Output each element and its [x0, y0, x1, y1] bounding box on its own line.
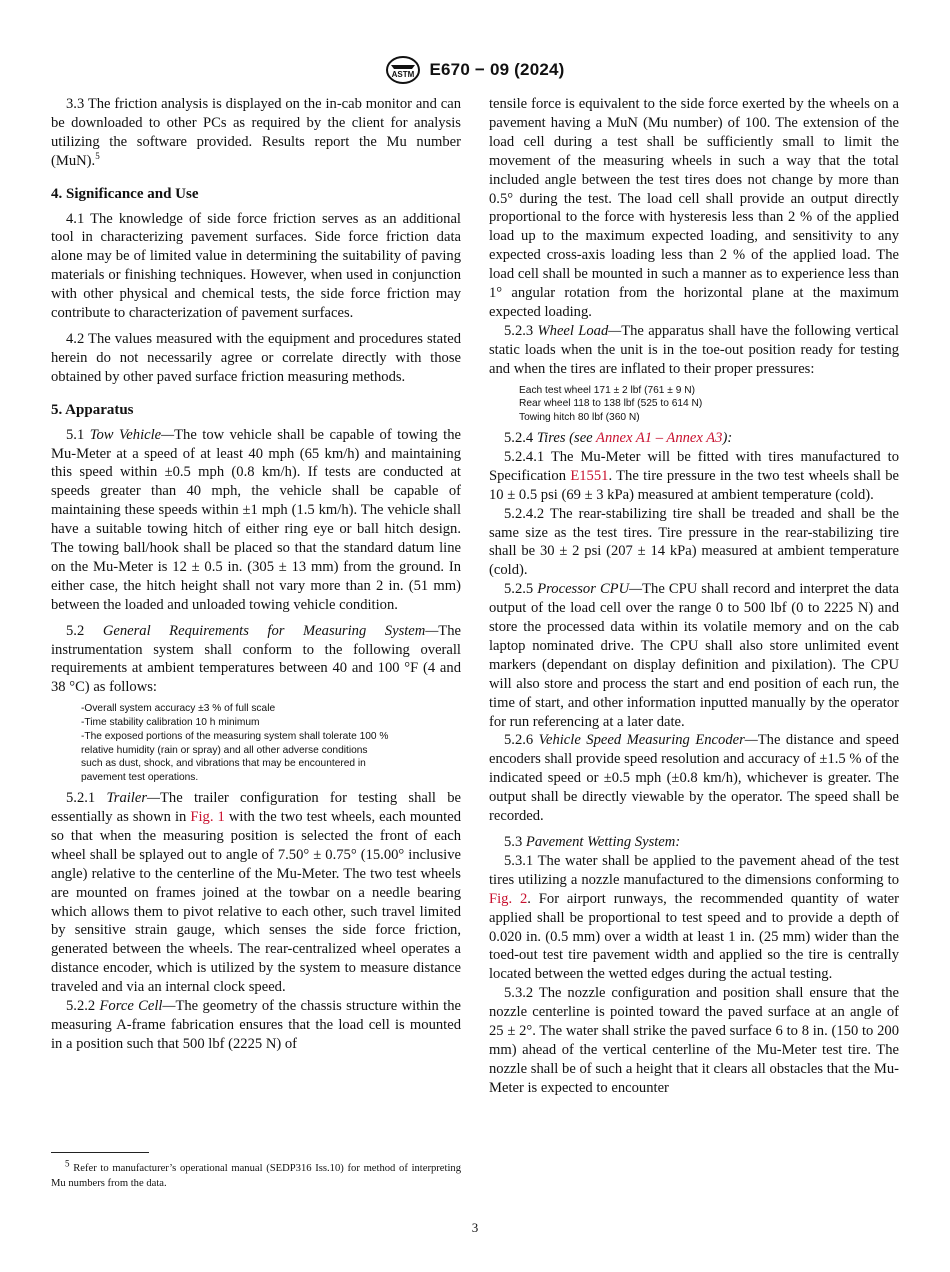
- paragraph-4-1: 4.1 The knowledge of side force friction serves as an additional tool in characterizing pavement surfaces. Side force friction data alone may be of limited value in determining the suitability of paving materials or finishing techniques. However, when used in conjunction with other physical and chemical tests, the side force friction may contribute to characterization of pavement surfaces.: [51, 210, 461, 322]
- paragraph-5-3: 5.3 Pavement Wetting System:: [504, 834, 681, 851]
- paragraph-4-2: 4.2 The values measured with the equipment and procedures stated herein do not necessarily agree or correlate directly with those obtained by other paved surface friction measuring methods.: [51, 330, 461, 385]
- fig-1-link[interactable]: Fig. 1: [190, 808, 225, 825]
- requirement-line: -The exposed portions of the measuring system shall tolerate 100 %: [81, 730, 389, 742]
- load-line: Towing hitch 80 lbf (360 N): [519, 412, 640, 424]
- right-column: [489, 95, 899, 1098]
- footnote-divider: [51, 1152, 149, 1153]
- load-line: Rear wheel 118 to 138 lbf (525 to 614 N): [519, 398, 703, 410]
- e1551-link[interactable]: E1551: [570, 467, 609, 484]
- load-line: Each test wheel 171 ± 2 lbf (761 ± 9 N): [519, 384, 695, 396]
- paragraph-5-1: 5.1 Tow Vehicle—The tow vehicle shall be capable of towing the Mu-Meter at a speed of at least 40 mph (65 km/h) and maintaining this speed within ±0.5 mph (0.8 km/h). If tests are conducted at speeds greater than 40 mph, the vehicle shall be capable of maintaining these speeds within ±1 mph (1.5 km/h). The vehicle shall have a suitable towing hitch of either ring eye or ball hitch design. The towing ball/hook shall be placed so that the standard datum line on the Mu-Meter is 12 ± 0.5 in. (305 ± 13 mm) from the ground. In either case, the hitch height shall not vary more than 2 in. (51 mm) between the loaded and unloaded towing vehicle condition.: [51, 426, 461, 613]
- paragraph-5-2-4: 5.2.4 Tires (see Annex A1 – Annex A3):: [504, 429, 733, 446]
- fig-2-link[interactable]: Fig. 2: [489, 890, 528, 907]
- section-4-heading: 4. Significance and Use: [51, 185, 199, 202]
- left-column: [51, 95, 461, 1054]
- requirement-line: such as dust, shock, and vibrations that may be encountered in: [81, 758, 366, 770]
- standard-designation: E670 − 09 (2024): [429, 60, 565, 79]
- paragraph-5-2-4-2: 5.2.4.2 The rear-stabilizing tire shall be treaded and shall be the same size as the test tires. Tire pressure in the rear-stabilizing tire shall be 30 ± 2 psi (207 ± 14 kPa) measured at ambient temperature (cold).: [489, 505, 899, 579]
- paragraph-5-2-1: 5.2.1 Trailer—The trailer configuration for testing shall be essentially as shown in Fig. 1 with the two test wheels, each mounted so that when the measuring position is selected the front of each wheel shall be splayed out to angle of 7.50° ± 0.75° (15.00° inclusive angle) relative to the centerline of the Mu-Meter. The two test wheels are mounted on frames joined at the towbar on a needle bearing which allows them to pivot relative to each other, such travel limited by sensitive strain gauge, which senses the side force friction, generated between the wheels. The rear-centralized wheel operates a distance encoder, which is utilized by the system to measure distance traveled and via an internal clock speed.: [51, 790, 461, 996]
- wheel-load-list: [519, 384, 899, 425]
- paragraph-5-2-4-1: 5.2.4.1 The Mu-Meter will be fitted with tires manufactured to Specification E1551. The tire pressure in the two test wheels shall be 10 ± 0.5 psi (69 ± 3 kPa) measured at ambient temperature (cold).: [489, 448, 899, 503]
- paragraph-5-2-2-continued: tensile force is equivalent to the side force exerted by the wheels on a pavement having a MuN (Mu number) of 100. The extension of the load cell during a test shall be sufficiently small to limit the movement of the measuring wheels in such a way that the total included angle between the test tires does not change by more than 0.5° during the test. The load cell shall provide an output directly proportional to the force with hysteresis less than 2 % of the applied load up to the maximum expected loading, and sensitivity to any expected cross-axis loading less than 2 % of the applied load. The load cell shall be mounted in such a manner as to experience less than 1° angular rotation from the horizontal plane at the maximum expected loading.: [489, 96, 899, 320]
- requirement-line: -Overall system accuracy ±3 % of full scale: [81, 703, 276, 715]
- paragraph-5-2-6: 5.2.6 Vehicle Speed Measuring Encoder—The distance and speed encoders shall provide speed resolution and accuracy of ±1.5 % of the indicated speed or ±0.5 mph (±0.8 km/h), whichever is greater. The output shall be directly viewable by the operator. The speed shall be recorded.: [489, 732, 899, 825]
- requirement-line: relative humidity (rain or spray) and all other adverse conditions: [81, 744, 368, 756]
- requirements-list: [81, 702, 461, 785]
- paragraph-5-3-2: 5.3.2 The nozzle configuration and position shall ensure that the nozzle centerline is pointed toward the paved surface at an angle of 25 ± 2°. The water shall strike the paved surface 6 to 8 in. (150 to 200 mm) ahead of the vertical centerline of the Mu-Meter test tire. The nozzle shall be of such a height that it clears all obstacles that the Mu-Meter is expected to encounter: [489, 985, 899, 1096]
- paragraph-5-2: 5.2 General Requirements for Measuring System—The instrumentation system shall conform to the following overall requirements at ambient temperatures between 40 and 100 °F (4 and 38 °C) as follows:: [51, 622, 461, 696]
- footnote-ref[interactable]: 5: [95, 150, 100, 161]
- svg-text:ASTM: ASTM: [392, 70, 415, 79]
- paragraph-5-2-5: 5.2.5 Processor CPU—The CPU shall record and interpret the data output of the load cell over the range 0 to 500 lbf (0 to 2225 N) and store the processed data within its volatile memory and on the cab laptop nominated drive. The CPU shall also store unlimited event markers (dependant on display definition and pixilation). The CPU will also store and process the start and end position of each run, the time of start, and other information inputted manually by the operator for run referencing at a later date.: [489, 581, 900, 730]
- paragraph-5-2-3: 5.2.3 Wheel Load—The apparatus shall have the following vertical static loads when the unit is in the toe-out position ready for testing and when the tires are inflated to their proper pressures:: [489, 322, 899, 377]
- footnote: $^5$ Refer to manufacturer’s operational manual (SEDP316 Iss.10) for method of interpreting Mu numbers from the data.: [51, 1158, 461, 1189]
- requirement-line: -Time stability calibration 10 h minimum: [81, 717, 260, 729]
- paragraph-5-3-1: 5.3.1 The water shall be applied to the pavement ahead of the test tires utilizing a nozzle manufactured to the dimensions conforming to Fig. 2. For airport runways, the recommended quantity of water applied shall be proportional to test speed and to provide a depth of 0.020 in. (0.5 mm) over a width at least 1 in. (25 mm) wider than the toed-out test tire pavement width and applied so the tire is centrally located between the wetted edges during the actual testing.: [489, 852, 899, 983]
- paragraph-3-3: 3.3 The friction analysis is displayed on the in-cab monitor and can be downloaded to other PCs as required by the client for analysis utilizing the software provided. Results report the Mu number (MuN).$^5$: [51, 96, 461, 169]
- section-5-heading: 5. Apparatus: [51, 401, 134, 418]
- annex-link[interactable]: Annex A1 – Annex A3: [596, 429, 723, 446]
- requirement-line: pavement test operations.: [81, 772, 199, 784]
- page-header: [0, 55, 950, 85]
- paragraph-5-2-2: 5.2.2 Force Cell—The geometry of the chassis structure within the measuring A-frame fabrication ensures that the load cell is mounted in a position such that 500 lbf (2225 N) of: [51, 998, 461, 1052]
- astm-logo-icon: [385, 55, 421, 85]
- page-number: 3: [471, 1220, 479, 1235]
